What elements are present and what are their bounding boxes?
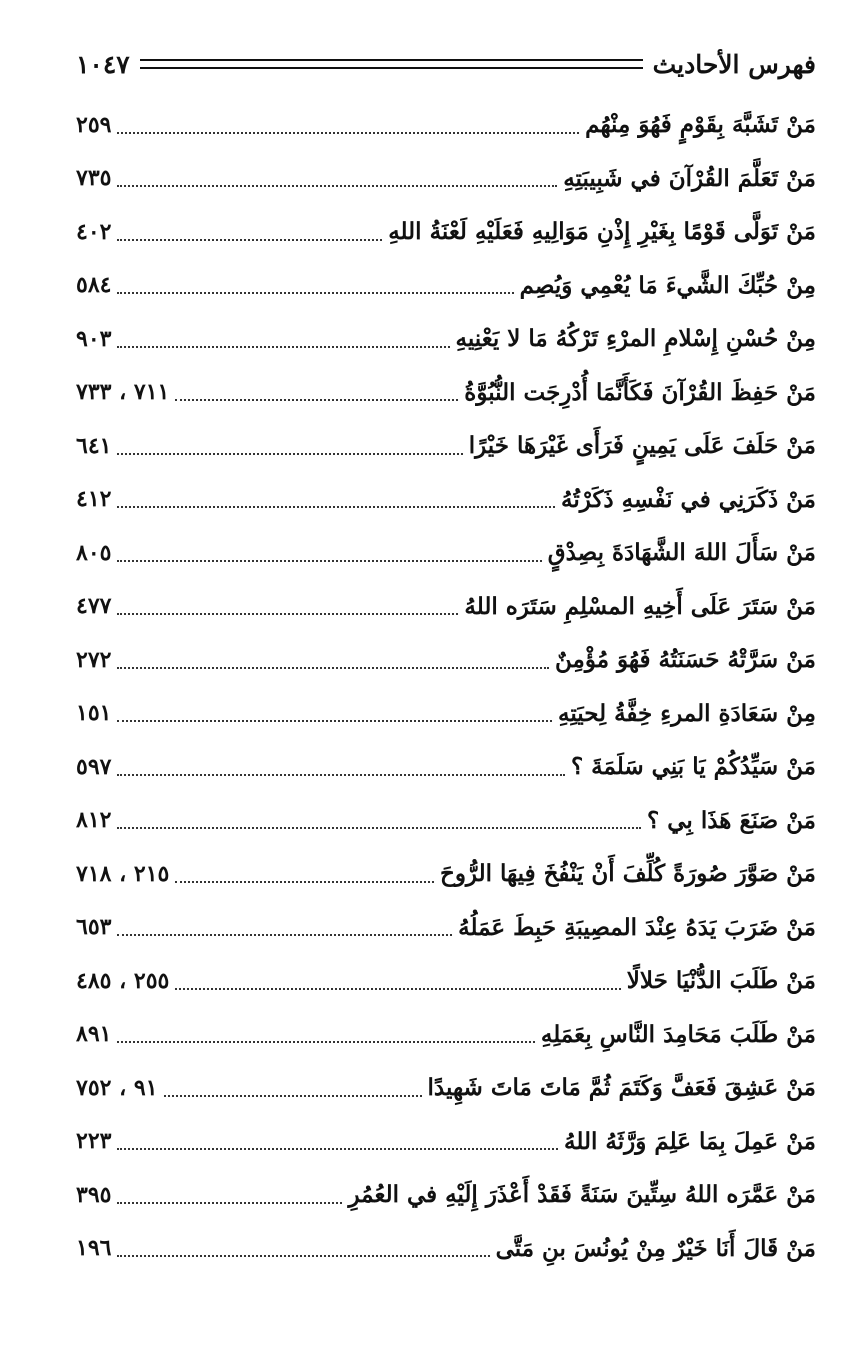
- dotted-leader: [117, 1255, 489, 1257]
- entry-text: مَنْ صَنَعَ هَذَا بِي ؟: [647, 806, 816, 834]
- dotted-leader: [117, 1041, 534, 1043]
- entry-page-refs: ٧٣٥: [76, 165, 112, 192]
- entry-text: مَنْ عَشِقَ فَعَفَّ وَكَتَمَ ثُمَّ مَاتَ مَاتَ شَهِيدًا: [427, 1074, 816, 1102]
- entry-text: مَنْ تَشَبَّهَ بِقَوْمٍ فَهُوَ مِنْهُم: [585, 111, 816, 139]
- index-entry: [76, 847, 816, 901]
- entry-page-refs: ٩٠٣: [76, 325, 112, 352]
- entry-page-refs: ٦٤١: [76, 432, 112, 459]
- entry-page-refs: ٢٢٣: [76, 1128, 112, 1155]
- entry-text: مَنْ حَلَفَ عَلَى يَمِينٍ فَرَأَى غَيْرَهَا خَيْرًا: [468, 432, 816, 460]
- entry-page-refs: ٢١٥ ، ٧١٨: [76, 860, 170, 887]
- index-entry: [76, 580, 816, 634]
- entry-page-refs: ٤٠٢: [76, 218, 112, 245]
- entry-text: مَنْ عَمِلَ بِمَا عَلِمَ وَرَّثَهُ اللهُ: [564, 1127, 816, 1155]
- dotted-leader: [117, 346, 449, 348]
- page-header: [76, 44, 816, 84]
- entry-text: مَنْ سَرَّتْهُ حَسَنَتُهُ فَهُوَ مُؤْمِنٌ: [554, 646, 816, 674]
- index-entry: [76, 1061, 816, 1115]
- header-rule: [140, 59, 643, 69]
- index-entry: [76, 526, 816, 580]
- entry-text: مِنْ حُبِّكَ الشَّيءَ مَا يُعْمِي وَيُصِم: [519, 271, 816, 299]
- entry-text: مَنْ طَلَبَ الدُّنْيَا حَلالًا: [626, 967, 816, 995]
- entry-text: مَنْ سَأَلَ اللهَ الشَّهَادَةَ بِصِدْقٍ: [547, 539, 816, 567]
- entry-page-refs: ١٥١: [76, 700, 112, 727]
- index-entry: [76, 419, 816, 473]
- dotted-leader: [117, 1148, 558, 1150]
- dotted-leader: [164, 1095, 422, 1097]
- index-entry: [76, 740, 816, 794]
- index-entry: [76, 1115, 816, 1169]
- index-entry: [76, 205, 816, 259]
- index-entry: [76, 473, 816, 527]
- dotted-leader: [117, 774, 564, 776]
- dotted-leader: [117, 185, 557, 187]
- entry-page-refs: ٥٨٤: [76, 272, 112, 299]
- entry-text: مَنْ سَيِّدُكُمْ يَا بَنِي سَلَمَةَ ؟: [570, 753, 816, 781]
- dotted-leader: [117, 292, 513, 294]
- entry-text: مِنْ سَعَادَةِ المرءِ خِفَّةُ لِحيَتِهِ: [558, 699, 816, 727]
- entry-page-refs: ٥٩٧: [76, 753, 112, 780]
- dotted-leader: [117, 1202, 342, 1204]
- dotted-leader: [117, 667, 549, 669]
- index-entry: [76, 687, 816, 741]
- entry-text: مَنْ عَمَّرَه اللهُ سِتِّينَ سَنَةً فَقَدْ أَعْذَرَ إِلَيْهِ في العُمُرِ: [348, 1181, 816, 1209]
- entry-text: مَنْ حَفِظَ القُرْآنَ فَكَأَنَّمَا أُدْرِجَت النُّبُوَّةُ: [464, 378, 816, 406]
- entry-text: مَنْ تَعَلَّمَ القُرْآنَ في شَبِيبَتِهِ: [563, 164, 816, 192]
- index-entry: [76, 98, 816, 152]
- dotted-leader: [117, 506, 555, 508]
- entry-page-refs: ١٩٦: [76, 1235, 112, 1262]
- dotted-leader: [175, 988, 620, 990]
- entry-page-refs: ٩١ ، ٧٥٢: [76, 1074, 158, 1101]
- entry-page-refs: ٢٥٥ ، ٤٨٥: [76, 967, 170, 994]
- index-entry: [76, 901, 816, 955]
- hadith-index-list: [76, 98, 816, 1275]
- index-entry: [76, 1008, 816, 1062]
- index-entry: [76, 1168, 816, 1222]
- page-number: ١٠٤٧: [76, 49, 130, 79]
- entry-text: مَنْ صَوَّرَ صُورَةً كُلِّفَ أَنْ يَنْفُخَ فِيهَا الرُّوحَ: [439, 860, 816, 888]
- entry-text: مَنْ ذَكَرَنِي في نَفْسِهِ ذَكَرْتُهُ: [561, 485, 816, 513]
- dotted-leader: [117, 560, 541, 562]
- entry-page-refs: ٨٩١: [76, 1021, 112, 1048]
- dotted-leader: [117, 934, 452, 936]
- entry-text: مَنْ ضَرَبَ يَدَهُ عِنْدَ المصِيبَةِ حَبِطَ عَمَلُهُ: [458, 913, 816, 941]
- dotted-leader: [175, 881, 434, 883]
- entry-page-refs: ٨٠٥: [76, 539, 112, 566]
- entry-page-refs: ٦٥٣: [76, 914, 112, 941]
- dotted-leader: [117, 720, 552, 722]
- entry-page-refs: ٤٧٧: [76, 593, 112, 620]
- dotted-leader: [117, 613, 458, 615]
- entry-text: مَنْ سَتَرَ عَلَى أَخِيهِ المسْلِمِ سَتَرَه اللهُ: [464, 592, 816, 620]
- entry-page-refs: ٤١٢: [76, 486, 112, 513]
- entry-text: مِنْ حُسْنِ إِسْلامِ المرْءِ تَرْكُهُ مَا لا يَعْنِيهِ: [455, 325, 816, 353]
- dotted-leader: [117, 827, 641, 829]
- index-entry: [76, 633, 816, 687]
- entry-page-refs: ٢٥٩: [76, 111, 112, 138]
- entry-text: مَنْ قَالَ أَنَا خَيْرٌ مِنْ يُونُسَ بنِ مَتَّى: [495, 1234, 816, 1262]
- entry-text: مَنْ تَوَلَّى قَوْمًا بِغَيْرِ إِذْنِ مَوَالِيهِ فَعَلَيْهِ لَعْنَةُ اللهِ: [388, 218, 816, 246]
- dotted-leader: [117, 239, 382, 241]
- header-title: فهرس الأحاديث: [652, 49, 816, 79]
- index-entry: [76, 954, 816, 1008]
- entry-text: مَنْ طَلَبَ مَحَامِدَ النَّاسِ بِعَمَلِهِ: [540, 1020, 816, 1048]
- dotted-leader: [117, 132, 579, 134]
- entry-page-refs: ٧١١ ، ٧٣٣: [76, 379, 170, 406]
- dotted-leader: [117, 453, 462, 455]
- index-entry: [76, 152, 816, 206]
- entry-page-refs: ٨١٢: [76, 807, 112, 834]
- index-entry: [76, 259, 816, 313]
- entry-page-refs: ٣٩٥: [76, 1181, 112, 1208]
- index-entry: [76, 1222, 816, 1276]
- dotted-leader: [175, 399, 458, 401]
- index-entry: [76, 366, 816, 420]
- index-entry: [76, 794, 816, 848]
- entry-page-refs: ٢٧٢: [76, 646, 112, 673]
- index-entry: [76, 312, 816, 366]
